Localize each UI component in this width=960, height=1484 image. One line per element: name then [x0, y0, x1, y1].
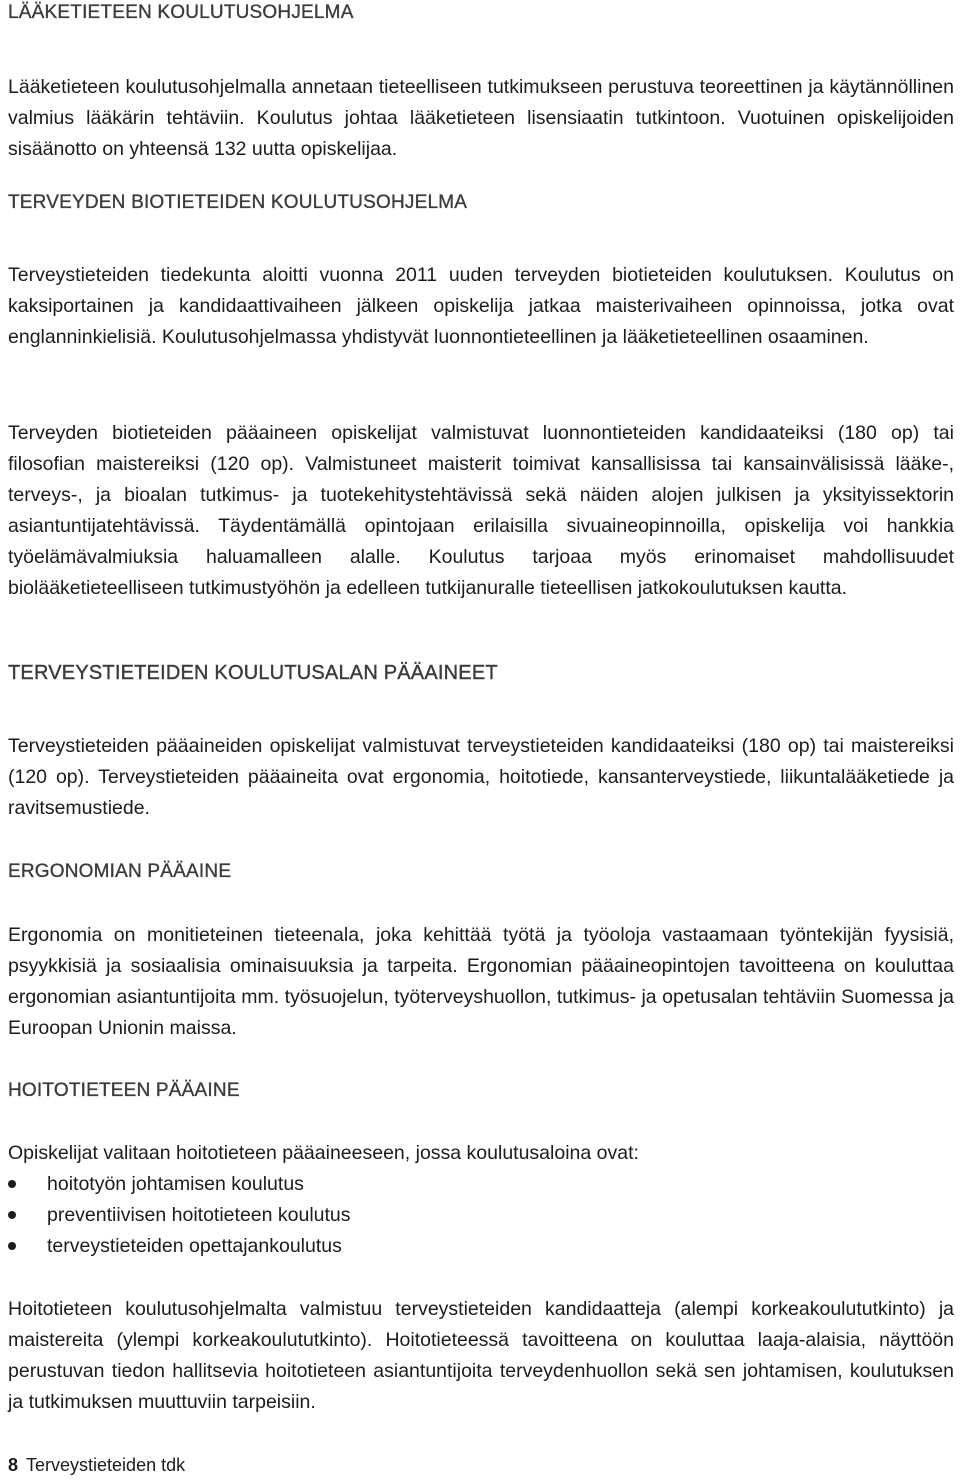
paragraph-biotieteet-2: Terveyden biotieteiden pääaineen opiskelijat valmistuvat luonnontieteiden kandidaateiksi (180 op) tai filosofian maistereiksi (120 op). Valmistuneet maisterit toimivat kansallisissa tai kansainvälisissä lääke-, terveys-, ja bioalan tutkimus- ja tuotekehitystehtävissä sekä näiden alojen julkisen ja yksityissektorin asiantuntijatehtävissä. Täydentämällä opintojaan erilaisilla sivuaineopinnoilla, opiskelija voi hankkia työelämävalmiuksia haluamalleen alalle. Koulutus tarjoaa myös erinomaiset mahdollisuudet biolääketieteelliseen tutkimustyöhön ja edelleen tutkijanuralle tieteellisen jatkokoulutuksen kautta. — [8, 422, 954, 599]
footer-label: Terveystieteiden tdk — [26, 1455, 186, 1475]
heading-terveyden-biotieteiden: TERVEYDEN BIOTIETEIDEN KOULUTUSOHJELMA — [8, 192, 468, 213]
page-number: 8 — [8, 1455, 19, 1475]
page-footer — [8, 1455, 185, 1476]
bullet-icon — [8, 1242, 16, 1250]
koulutusalat-list — [8, 1169, 954, 1262]
heading-hoitotiede: HOITOTIETEEN PÄÄAINE — [8, 1080, 240, 1101]
paragraph-biotieteet-1: Terveystieteiden tiedekunta aloitti vuonna 2011 uuden terveyden biotieteiden koulutuksen. Koulutus on kaksiportainen ja kandidaattivaiheen jälkeen opiskelija jatkaa maisterivaiheen opinnoissa, jotka ovat englanninkielisiä. Koulutusohjelmassa yhdistyvät luonnontieteellinen ja lääketieteellinen osaaminen. — [8, 264, 954, 348]
paragraph-laaketiede: Lääketieteen koulutusohjelmalla annetaan tieteelliseen tutkimukseen perustuva teoreettinen ja käytännöllinen valmius lääkärin tehtäviin. Koulutus johtaa lääketieteen lisensiaatin tutkintoon. Vuotuinen opiskelijoiden sisäänotto on yhteensä 132 uutta opiskelijaa. — [8, 76, 954, 160]
list-item: hoitotyön johtamisen koulutus — [8, 1169, 954, 1200]
list-item: preventiivisen hoitotieteen koulutus — [8, 1200, 954, 1231]
heading-laaketieteen-koulutusohjelma: LÄÄKETIETEEN KOULUTUSOHJELMA — [8, 2, 354, 23]
paragraph-hoitotiede: Hoitotieteen koulutusohjelmalta valmistuu terveystieteiden kandidaatteja (alempi korkeakoulututkinto) ja maistereita (ylempi korkeakoulututkinto). Hoitotieteessä tavoitteena on kouluttaa laaja-alaisia, näyttöön perustuvan tiedon hallitsevia hoitotieteen asiantuntijoita terveydenhuollon sekä sen johtamisen, koulutuksen ja tutkimuksen muuttuviin tarpeisiin. — [8, 1298, 954, 1413]
list-item: terveystieteiden opettajankoulutus — [8, 1231, 954, 1262]
bullet-icon — [8, 1180, 16, 1188]
paragraph-hoitotiede-intro: Opiskelijat valitaan hoitotieteen pääaineeseen, jossa koulutusaloina ovat: — [8, 1142, 639, 1164]
heading-paaaineet: TERVEYSTIETEIDEN KOULUTUSALAN PÄÄAINEET — [8, 662, 498, 684]
bullet-icon — [8, 1211, 16, 1219]
heading-ergonomia: ERGONOMIAN PÄÄAINE — [8, 861, 232, 882]
paragraph-paaaineet: Terveystieteiden pääaineiden opiskelijat valmistuvat terveystieteiden kandidaateiksi (180 op) tai maistereiksi (120 op). Terveystieteiden pääaineita ovat ergonomia, hoitotiede, kansanterveystiede, liikuntalääketiede ja ravitsemustiede. — [8, 735, 954, 819]
paragraph-ergonomia: Ergonomia on monitieteinen tieteenala, joka kehittää työtä ja työoloja vastaamaan työntekijän fyysisiä, psyykkisiä ja sosiaalisia ominaisuuksia ja tarpeita. Ergonomian pääaineopintojen tavoitteena on kouluttaa ergonomian asiantuntijoita mm. työsuojelun, työterveyshuollon, tutkimus- ja opetusalan tehtäviin Suomessa ja Euroopan Unionin maissa. — [8, 924, 954, 1039]
